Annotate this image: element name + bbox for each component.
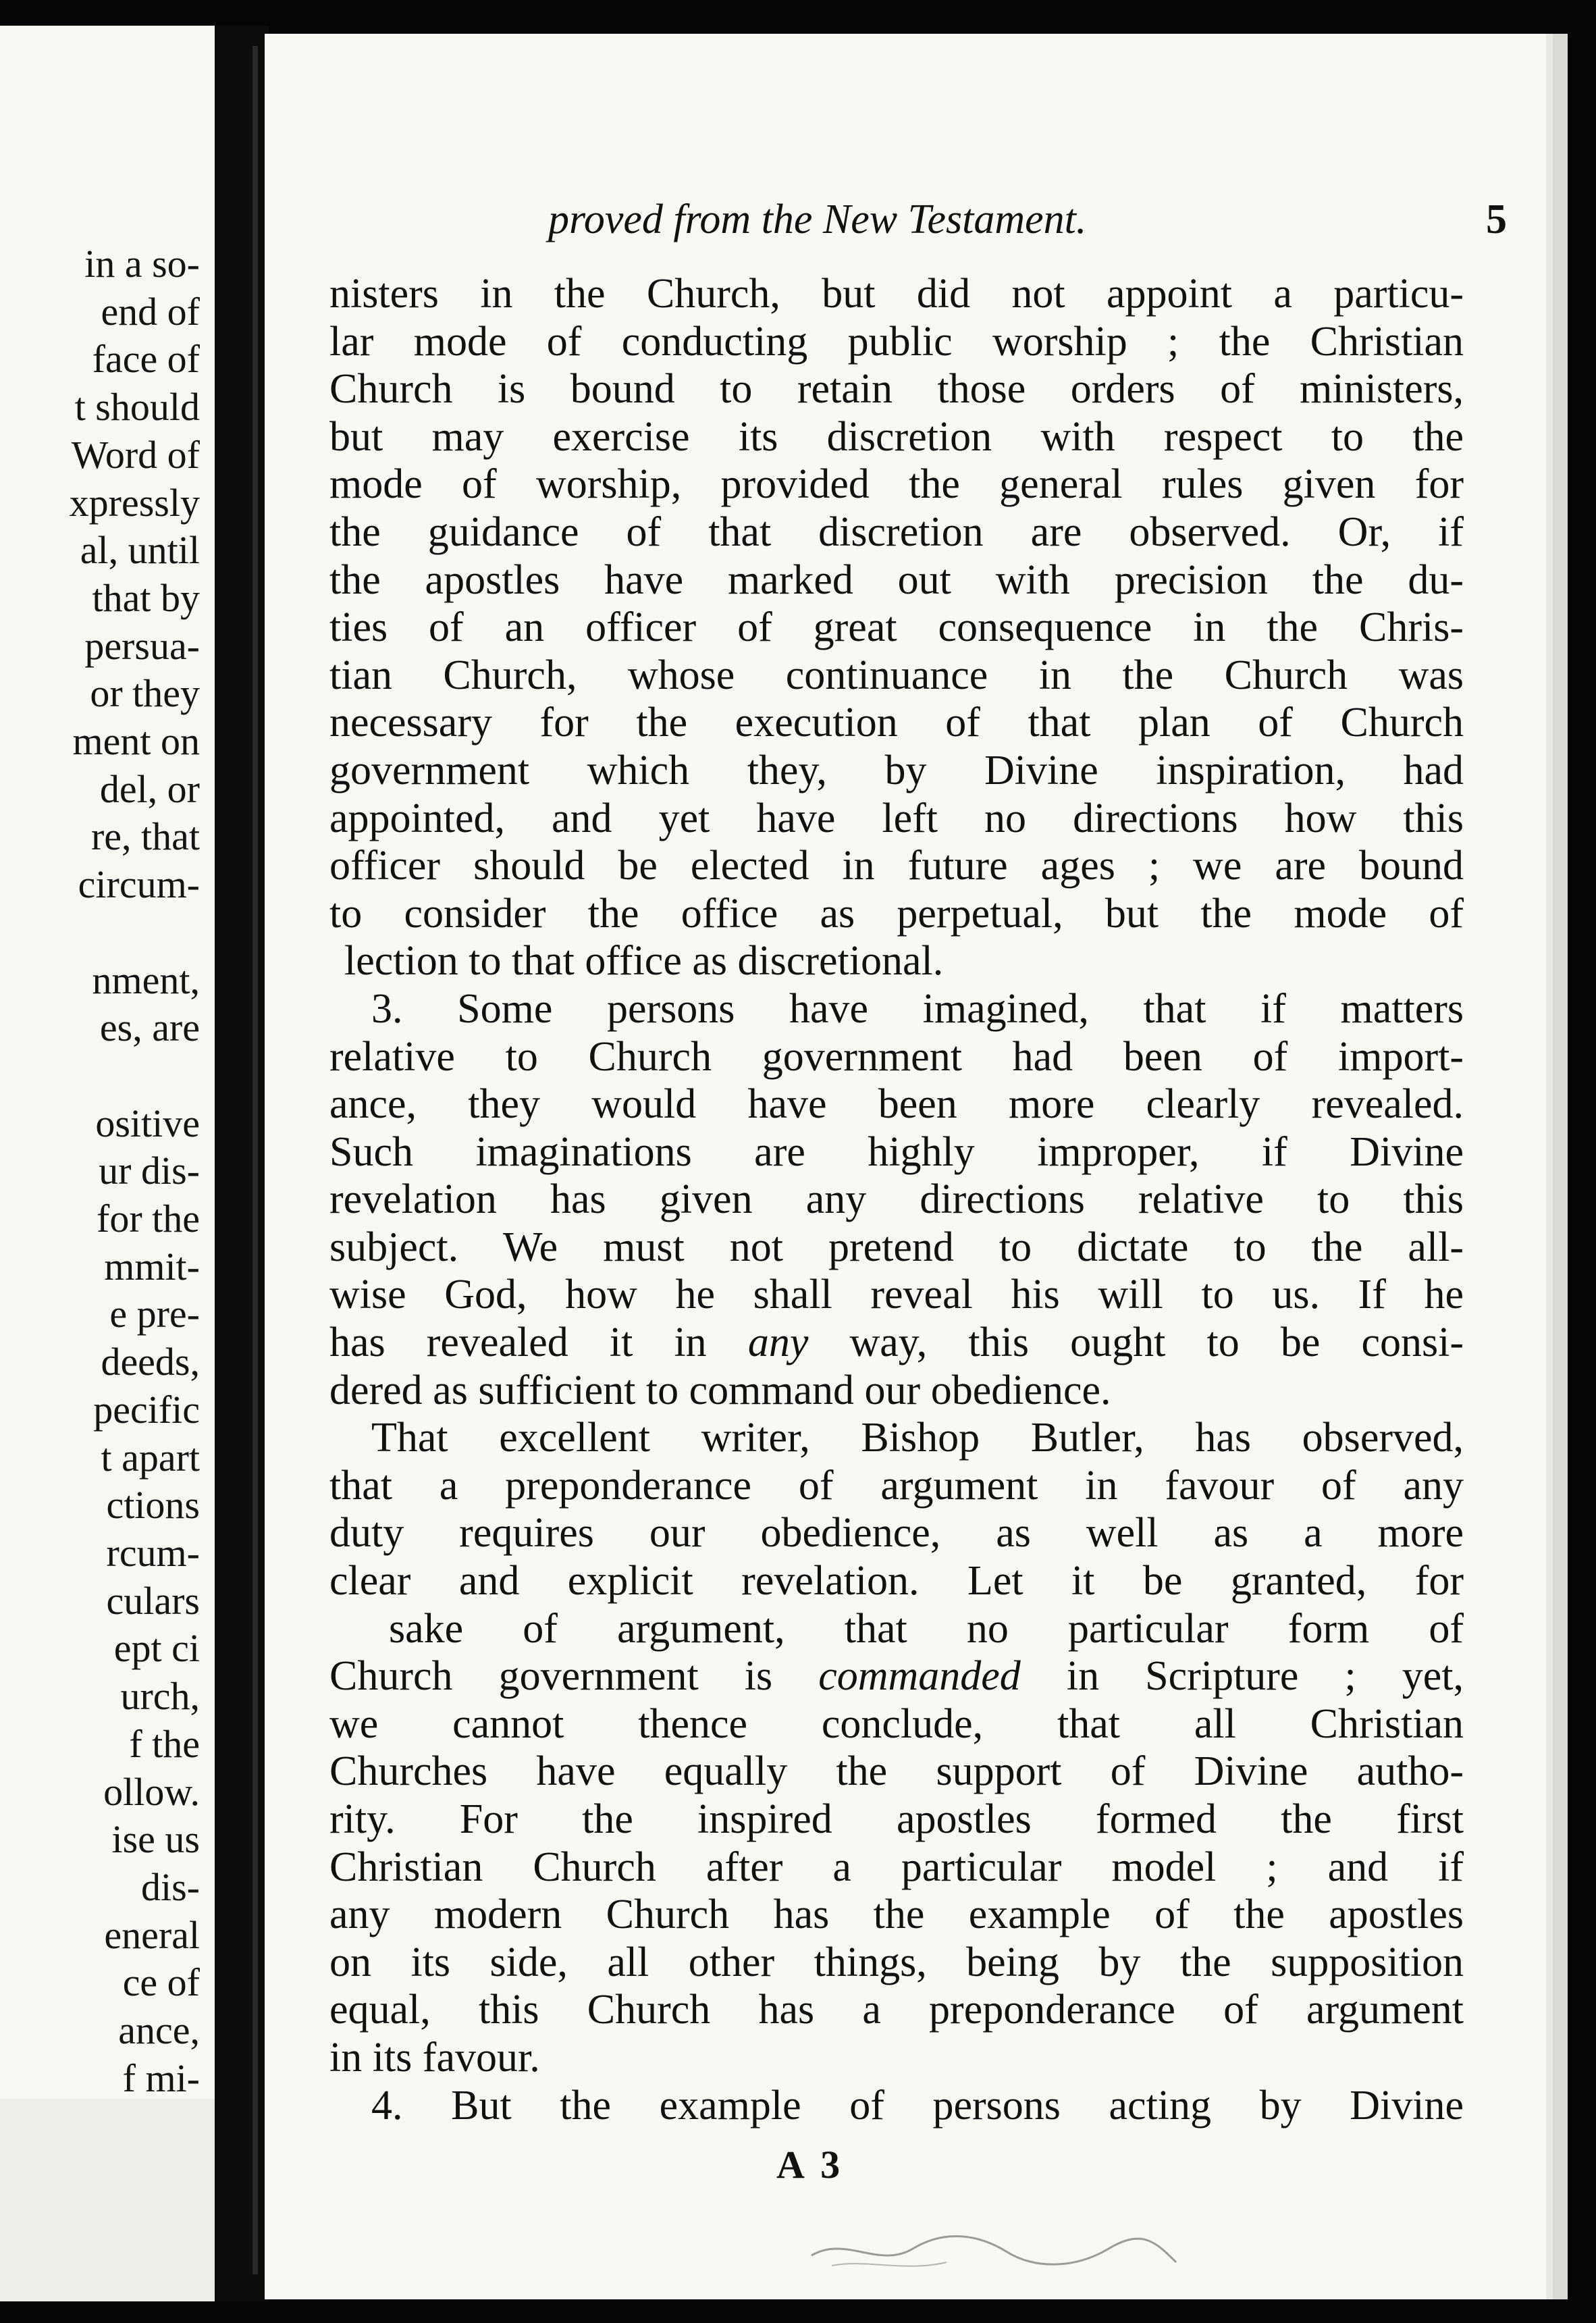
left-page-line: culars	[106, 1578, 200, 1623]
text-line: on its side, all other things, being by the supposition	[329, 1939, 1464, 1985]
left-page-line: xpressly	[69, 480, 200, 525]
left-page-line: ositive	[95, 1101, 200, 1145]
text-line-with-emphasis	[329, 1319, 1464, 1367]
right-page	[265, 34, 1568, 2299]
ink-smudge	[805, 2222, 1183, 2276]
text-line: to consider the office as perpetual, but the mode of	[329, 890, 1464, 937]
text-line: mode of worship, provided the general rules given for	[329, 461, 1464, 508]
text-line: ties of an officer of great consequence in the Chris-	[329, 604, 1464, 651]
text-line: revelation has given any directions relative to this	[329, 1176, 1464, 1223]
left-page-line: dis-	[141, 1864, 200, 1909]
page-edge-shadow	[1553, 34, 1568, 2299]
left-page-line: eneral	[104, 1912, 200, 1957]
left-page-line: persua-	[84, 623, 200, 668]
text-line: duty requires our obedience, as well as a more	[329, 1510, 1464, 1557]
text-run: in Scripture ; yet,	[1066, 1653, 1464, 1700]
text-line: rity. For the inspired apostles formed the first	[329, 1796, 1464, 1842]
left-page-line: or they	[90, 671, 200, 716]
text-line: the guidance of that discretion are observed. Or, if	[329, 508, 1464, 555]
emphasis-commanded: commanded	[818, 1653, 1021, 1700]
left-page-line: circum-	[78, 862, 200, 907]
text-line: tian Church, whose continuance in the Church was	[329, 652, 1464, 698]
page-edge-shadow-inner	[1546, 34, 1553, 2299]
left-page-line: ment on	[72, 719, 200, 764]
left-page-line: t apart	[101, 1435, 200, 1480]
text-line: lection to that office as discretional.	[344, 938, 944, 985]
left-page-line: for the	[97, 1197, 200, 1241]
left-page-line: end of	[101, 289, 200, 334]
text-line: but may exercise its discretion with respect to the	[329, 413, 1464, 460]
paragraph-start-line: 4. But the example of persons acting by Divine	[371, 2082, 1464, 2129]
left-page-line: mmit-	[104, 1244, 200, 1288]
emphasis-any: any	[747, 1320, 809, 1366]
text-line: subject. We must not pretend to dictate to the all-	[329, 1224, 1464, 1270]
left-page-line	[70, 1052, 200, 1100]
left-page-line: f mi-	[122, 2056, 200, 2100]
left-page-line: e pre-	[109, 1292, 200, 1336]
text-line: appointed, and yet have left no directions how this	[329, 795, 1464, 841]
text-line: sake of argument, that no particular form of	[389, 1605, 1464, 1652]
text-line: any modern Church has the example of the apostles	[329, 1891, 1464, 1938]
text-run: Church government is	[329, 1653, 773, 1700]
text-run: way, this ought to be consi-	[849, 1320, 1464, 1366]
left-page-line: that by	[92, 575, 200, 620]
text-line: equal, this Church has a preponderance of argument	[329, 1987, 1464, 2033]
page-number: 5	[1486, 197, 1507, 242]
left-page-text	[70, 240, 200, 2102]
left-page-line: del, or	[99, 766, 200, 811]
body-text	[329, 270, 1464, 2129]
left-page-line: ollow.	[103, 1769, 200, 1814]
left-page-line: deeds,	[101, 1340, 200, 1384]
text-line-with-emphasis	[329, 1652, 1464, 1700]
book-gutter	[215, 26, 269, 2301]
left-page-line: al, until	[80, 528, 200, 573]
left-page-line: in a so-	[84, 242, 200, 286]
left-page-line: re, that	[90, 814, 200, 859]
text-line: wise God, how he shall reveal his will to us. If he	[329, 1272, 1464, 1318]
left-page-line: f the	[129, 1721, 200, 1766]
left-page-line: ept ci	[113, 1626, 200, 1671]
text-line: necessary for the execution of that plan of Church	[329, 700, 1464, 746]
text-line: relative to Church government had been of import-	[329, 1033, 1464, 1080]
left-page-line: pecific	[93, 1387, 200, 1432]
text-line: nisters in the Church, but did not appoint a particu-	[329, 271, 1464, 317]
running-head	[548, 196, 1507, 244]
left-page-line: ance,	[118, 2008, 200, 2053]
text-line: the apostles have marked out with precision the du-	[329, 556, 1464, 603]
left-page-line: Word of	[71, 432, 200, 477]
text-line: Christian Church after a particular model ; and if	[329, 1844, 1464, 1890]
left-page-line: ctions	[106, 1483, 200, 1528]
signature-mark: A 3	[776, 2143, 845, 2187]
text-line: lar mode of conducting public worship ; the Christian	[329, 318, 1464, 365]
text-line: ance, they would have been more clearly revealed.	[329, 1081, 1464, 1128]
text-run: has revealed it in	[329, 1320, 707, 1366]
paragraph-start-line: 3. Some persons have imagined, that if matters	[371, 985, 1464, 1032]
paragraph-start-line: That excellent writer, Bishop Butler, has observed,	[371, 1415, 1464, 1461]
text-line: in its favour.	[329, 2034, 540, 2081]
left-page-line: ise us	[111, 1817, 200, 1862]
left-page-line: t should	[74, 385, 200, 429]
page-shading	[0, 2099, 215, 2301]
left-page-line	[70, 909, 200, 957]
left-page-line: urch,	[120, 1674, 200, 1719]
running-head-title: proved from the New Testament.	[548, 197, 1087, 242]
left-page-line: nment,	[92, 958, 200, 1002]
text-line: clear and explicit revelation. Let it be granted, for	[329, 1558, 1464, 1604]
page-edge	[252, 46, 258, 2274]
text-line: we cannot thence conclude, that all Christian	[329, 1700, 1464, 1747]
text-line: government which they, by Divine inspiration, had	[329, 747, 1464, 793]
left-page-line: ur dis-	[99, 1149, 200, 1193]
left-page-line: ce of	[122, 1960, 200, 2005]
left-page-fragment	[0, 26, 215, 2301]
text-line: officer should be elected in future ages ; we are bound	[329, 843, 1464, 889]
left-page-line: es, are	[99, 1006, 200, 1050]
text-line: dered as sufficient to command our obedience.	[329, 1367, 1111, 1413]
text-line: that a preponderance of argument in favour of any	[329, 1462, 1464, 1509]
text-line: Churches have equally the support of Divine autho-	[329, 1748, 1464, 1795]
text-line: Church is bound to retain those orders of ministers,	[329, 366, 1464, 413]
text-line: Such imaginations are highly improper, if Divine	[329, 1128, 1464, 1175]
left-page-line: face of	[92, 337, 200, 382]
left-page-line: rcum-	[106, 1530, 200, 1575]
